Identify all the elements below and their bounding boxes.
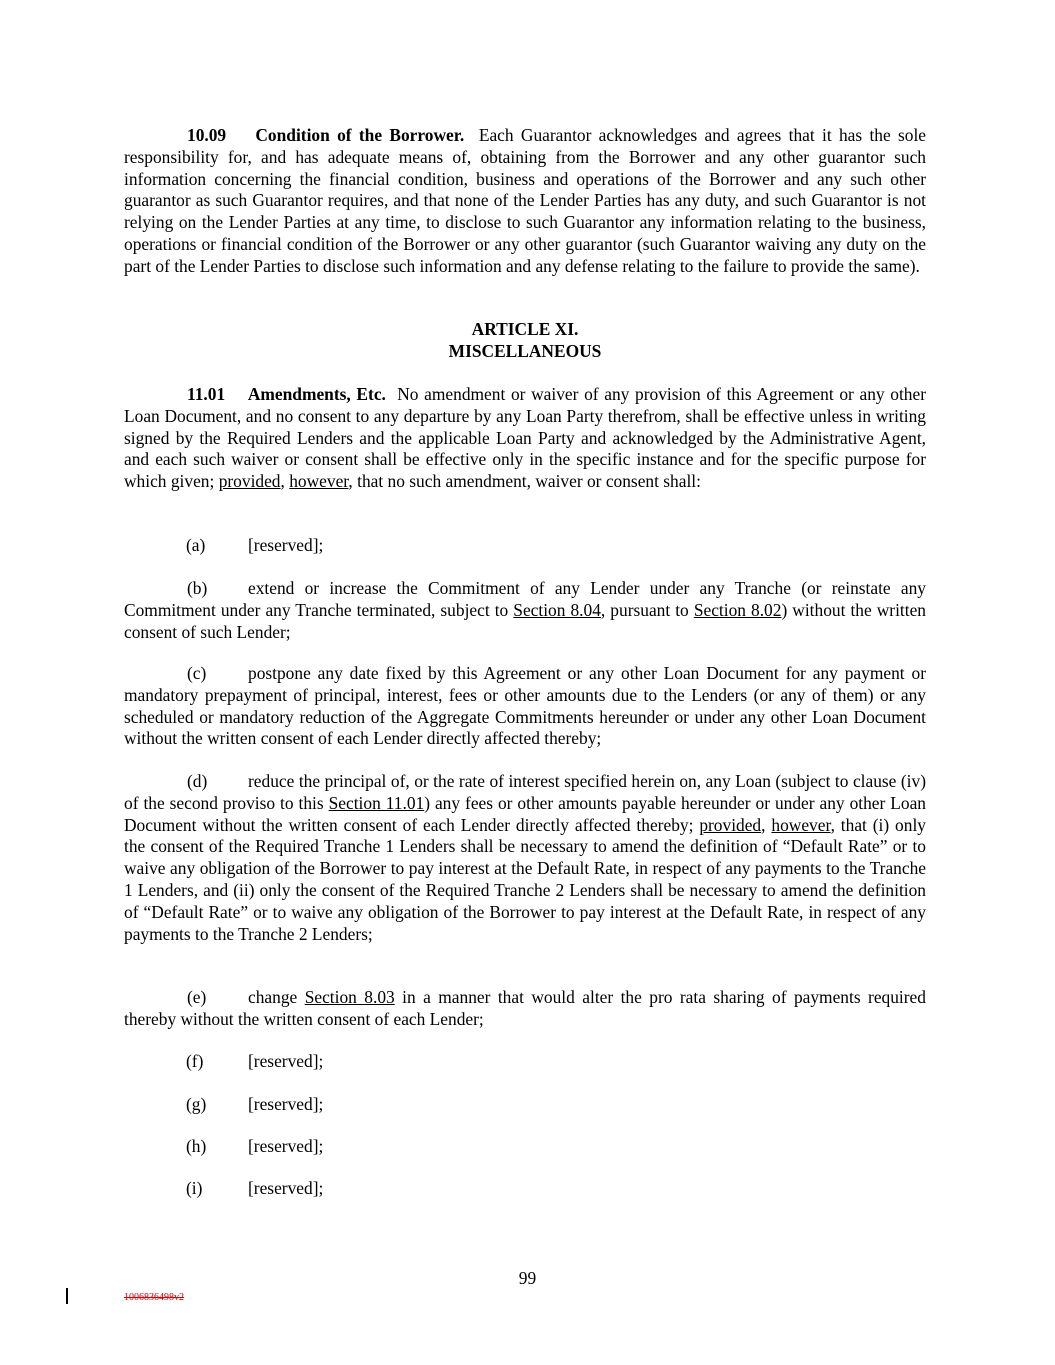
section-10-09-body: Each Guarantor acknowledges and agrees that it has the sole responsibility for, and has adequate means of, obtaining from the Borrower and any other guarantor such information concerning the financial condition, business and operations of the Borrower and any such other guarantor as such Guarantor requires, and that none of the Lender Parties has any duty, and such Guarantor is not relying on the Lender Parties at any time, to disclose to such Guarantor any information relating to the business, operations or financial condition of the Borrower or any other guarantor (such Guarantor waiving any duty on the part of the Lender Parties to disclose such information and any defense relating to the failure to provide the same). (124, 125, 927, 276)
article-number: ARTICLE XI. (471, 319, 579, 339)
clause-d-text-3: , that (i) only the consent of the Required Tranche 1 Lenders shall be necessary to amend the definition of “Default Rate” or to waive any obligation of the Borrower to pay interest at the Default Rate, in respect of any payments to the Tranche 1 Lenders, and (ii) only the consent of the Required Tranche 2 Lenders shall be necessary to amend the definition of “Default Rate” or to waive any obligation of the Borrower to pay interest at the Default Rate, in respect of any payments to the Tranche 2 Lenders; (124, 814, 926, 944)
section-11-01-body-1: No amendment or waiver of any provision of this Agreement or any other Loan Document, and no consent to any departure by any Loan Party therefrom, shall be effective unless in writing signed by the Required Lenders and the applicable Loan Party and acknowledged by the Administrative Agent, and each such waiver or consent shall be effective only in the specific instance and for the specific purpose for which given; (124, 384, 926, 492)
section-11-01-title: Amendments, Etc. (247, 384, 386, 404)
clause-b-text-3: ) without the written consent of such Lender; (124, 599, 926, 642)
clause-e-ref-1: Section 8.03 (304, 987, 395, 1007)
clause-c-label: (c) (187, 663, 207, 683)
clause-i-label: (i) (186, 1178, 203, 1198)
clause-f-text: [reserved]; (248, 1051, 324, 1071)
clause-f-label: (f) (186, 1051, 204, 1071)
section-11-01-number: 11.01 (187, 384, 226, 404)
clause-i (186, 1178, 323, 1200)
section-10-09-paragraph (124, 125, 926, 278)
clause-d: (d) reduce the principal of, or the rate of interest specified herein on, any Loan (subject to clause (iv) of the second proviso to this Section 11.01) any fees or other amounts payable hereunder or under any other Loan Document without the written consent of each Lender directly affected thereby; provided, however, that (i) only the consent of the Required Tranche 1 Lenders shall be necessary to amend the definition of “Default Rate” or to waive any obligation of the Borrower to pay interest at the Default Rate, in respect of any payments to the Tranche 1 Lenders, and (ii) only the consent of the Required Tranche 2 Lenders shall be necessary to amend the definition of “Default Rate” or to waive any obligation of the Borrower to pay interest at the Default Rate, in respect of any payments to the Tranche 2 Lenders; (124, 771, 926, 944)
clause-c-text: postpone any date fixed by this Agreement or any other Loan Document for any payment or mandatory prepayment of principal, interest, fees or other amounts due to the Lenders (or any of them) or any scheduled or mandatory reduction of the Aggregate Commitments hereunder or under any other Loan Document without the written consent of each Lender directly affected thereby; (124, 663, 926, 749)
clause-b-text-1: extend or increase the Commitment of any Lender under any Tranche (or reinstate any Commitment under any Tranche terminated, subject to (124, 578, 926, 620)
clause-d-however-term: however (771, 814, 831, 835)
clause-b-label: (b) (187, 578, 208, 598)
clause-d-text-2: ) any fees or other amounts payable hereunder or under any other Loan Document without the written consent of each Lender directly affected thereby; (124, 792, 926, 835)
clause-e-text-2: in a manner that would alter the pro rata sharing of payments required thereby without the written consent of each Lender; (124, 987, 926, 1029)
clause-e (124, 987, 926, 1031)
clause-d-label: (d) (187, 771, 208, 791)
clause-g (186, 1094, 323, 1116)
clause-i-text: [reserved]; (248, 1178, 324, 1198)
clause-g-text: [reserved]; (248, 1094, 324, 1114)
clause-h (186, 1136, 323, 1158)
clause-a-text: [reserved]; (248, 535, 324, 555)
clause-a (186, 535, 323, 557)
document-id: 1006836498v2 (124, 1292, 184, 1303)
section-10-09-number: 10.09 (187, 125, 227, 145)
clause-g-label: (g) (186, 1094, 207, 1114)
clause-b-ref-2: Section 8.02 (693, 599, 782, 620)
clause-d-provided-term: provided (699, 814, 762, 835)
change-bar (66, 1288, 68, 1304)
clause-b-ref-1: Section 8.04 (513, 599, 601, 620)
section-10-09-title: Condition of the Borrower. (255, 125, 465, 145)
clause-f (186, 1051, 323, 1073)
provided-term: provided (218, 471, 281, 492)
clause-b (124, 578, 926, 643)
clause-a-label: (a) (186, 535, 206, 555)
clause-c (124, 663, 926, 750)
clause-e-label: (e) (187, 987, 207, 1007)
clause-h-text: [reserved]; (248, 1136, 324, 1156)
page-number: 99 (518, 1268, 537, 1288)
article-title: MISCELLANEOUS (448, 341, 602, 361)
clause-b-text-2: , pursuant to (600, 599, 689, 620)
however-term: however (289, 471, 349, 492)
clause-d-text-1: reduce the principal of, or the rate of interest specified herein on, any Loan (subject to clause (iv) of the second proviso to this (124, 771, 926, 813)
section-11-01-paragraph: 11.01 Amendments, Etc. No amendment or waiver of any provision of this Agreement or any other Loan Document, and no consent to any departure by any Loan Party therefrom, shall be effective unless in writing signed by the Required Lenders and the applicable Loan Party and acknowledged by the Administrative Agent, and each such waiver or consent shall be effective only in the specific instance and for the specific purpose for which given; provided, however, that no such amendment, waiver or consent shall: (124, 384, 926, 492)
clause-e-text-1: change (248, 987, 298, 1007)
clause-h-label: (h) (186, 1136, 207, 1156)
section-11-01-body-2: that no such amendment, waiver or consent shall: (357, 471, 701, 492)
clause-d-ref-1: Section 11.01 (328, 792, 425, 813)
